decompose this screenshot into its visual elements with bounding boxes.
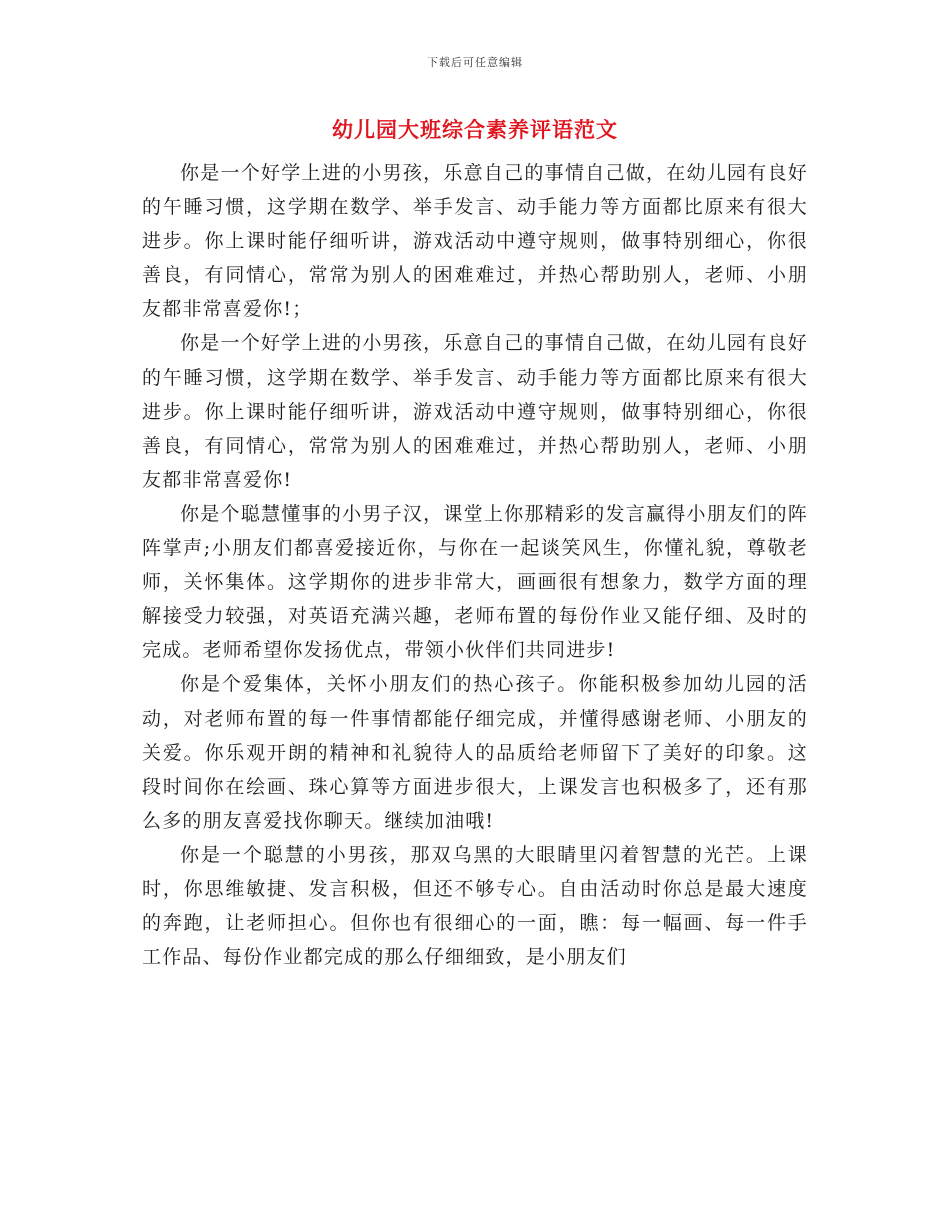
document-title: 幼儿园大班综合素养评语范文 <box>332 117 618 142</box>
document-body <box>142 156 808 974</box>
page-header-note: 下载后可任意编辑 <box>427 56 523 69</box>
paragraph: 你是一个聪慧的小男孩，那双乌黑的大眼睛里闪着智慧的光芒。上课时，你思维敏捷、发言积极，但还不够专心。自由活动时你总是最大速度的奔跑，让老师担心。但你也有很细心的一面，瞧：每一幅画、每一件手工作品、每份作业都完成的那么仔细细致，是小朋友们 <box>142 843 808 969</box>
paragraph: 你是个聪慧懂事的小男子汉，课堂上你那精彩的发言赢得小朋友们的阵阵掌声;小朋友们都喜爱接近你，与你在一起谈笑风生，你懂礼貌，尊敬老师，关怀集体。这学期你的进步非常大，画画很有想象力，数学方面的理解接受力较强，对英语充满兴趣，老师布置的每份作业又能仔细、及时的完成。老师希望你发扬优点，带领小伙伴们共同进步! <box>142 502 808 662</box>
paragraph: 你是一个好学上进的小男孩，乐意自己的事情自己做，在幼儿园有良好的午睡习惯，这学期在数学、举手发言、动手能力等方面都比原来有很大进步。你上课时能仔细听讲，游戏活动中遵守规则，做事特别细心，你很善良，有同情心，常常为别人的困难难过，并热心帮助别人，老师、小朋友都非常喜爱你!； <box>142 162 808 321</box>
paragraph: 你是一个好学上进的小男孩，乐意自己的事情自己做，在幼儿园有良好的午睡习惯，这学期在数学、举手发言、动手能力等方面都比原来有很大进步。你上课时能仔细听讲，游戏活动中遵守规则，做事特别细心，你很善良，有同情心，常常为别人的困难难过，并热心帮助别人，老师、小朋友都非常喜爱你! <box>142 332 808 491</box>
paragraph: 你是个爱集体，关怀小朋友们的热心孩子。你能积极参加幼儿园的活动，对老师布置的每一件事情都能仔细完成，并懂得感谢老师、小朋友的关爱。你乐观开朗的精神和礼貌待人的品质给老师留下了美好的印象。这段时间你在绘画、珠心算等方面进步很大，上课发言也积极多了，还有那么多的朋友喜爱找你聊天。继续加油哦! <box>142 673 808 832</box>
